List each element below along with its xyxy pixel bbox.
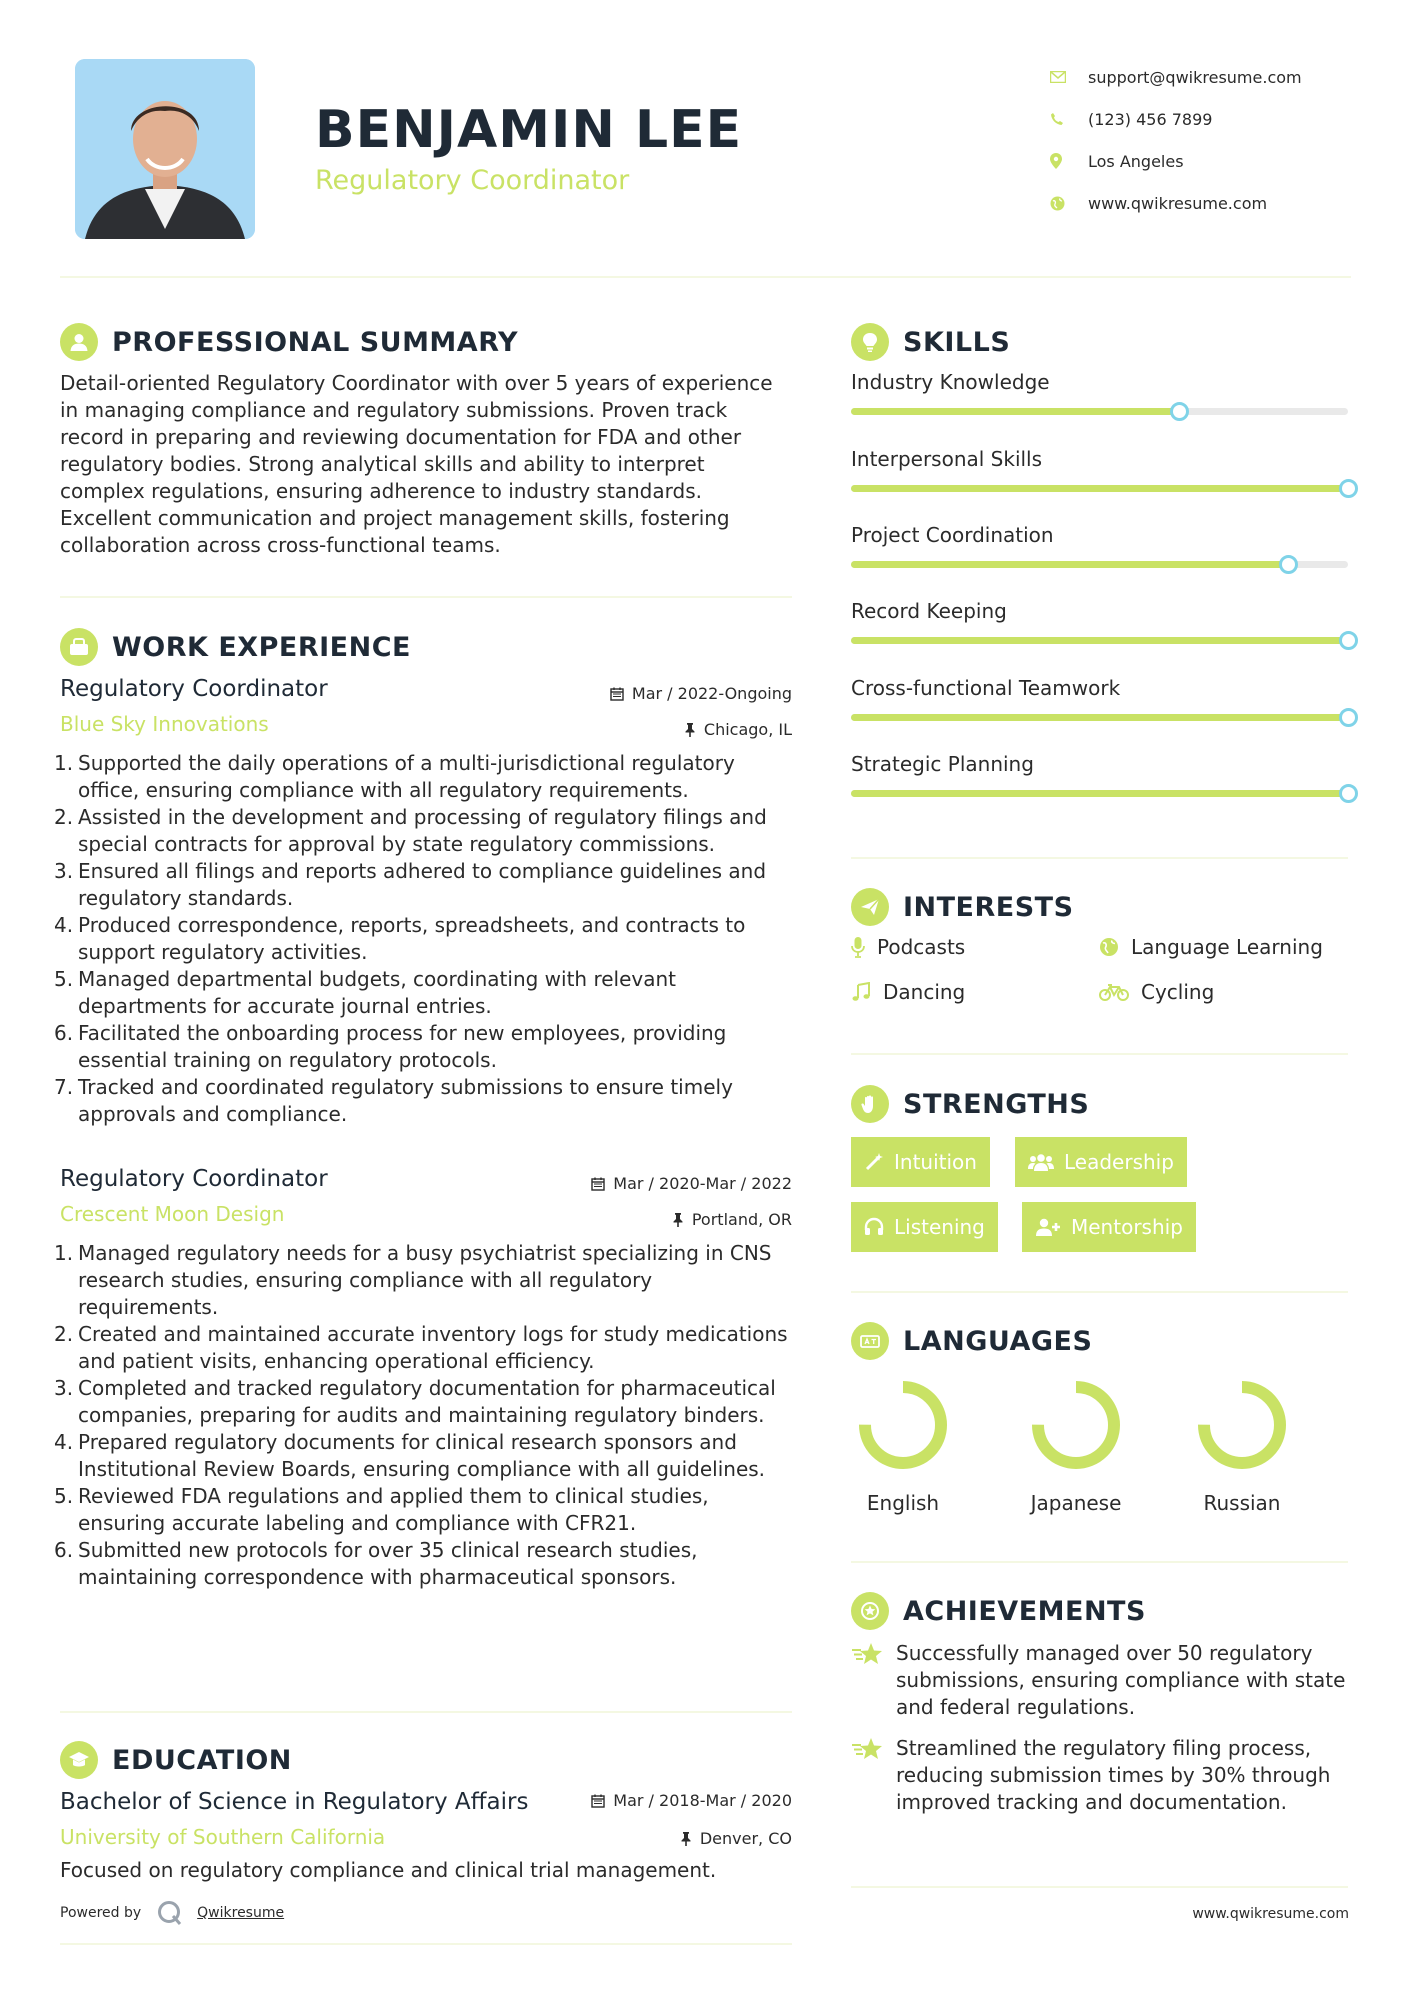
hand-icon — [851, 1085, 889, 1123]
skill-bar — [851, 561, 1348, 568]
interests-title: INTERESTS — [903, 891, 1074, 923]
skills-heading — [851, 323, 1010, 361]
header-divider — [60, 276, 1351, 278]
interests-heading — [851, 888, 1074, 926]
duty-item: 3. Ensured all filings and reports adhered to compliance guidelines and regulatory standards. — [54, 859, 767, 910]
skill-name: Project Coordination — [851, 523, 1054, 547]
job-location-text: Chicago, IL — [703, 720, 792, 739]
duty-item: 5. Managed departmental budgets, coordinating with relevant departments for accurate journal entries. — [54, 967, 677, 1018]
duty-text: Produced correspondence, reports, spreadsheets, and contracts to support regulatory activities. — [78, 913, 746, 964]
duty-text: Assisted in the development and processing of regulatory filings and special contracts for approval by state regulatory commissions. — [78, 805, 767, 856]
briefcase-icon — [60, 628, 98, 666]
language-ring-arc — [1038, 1387, 1114, 1463]
duty-item: 6. Submitted new protocols for over 35 clinical research studies, maintaining correspondence with pharmaceutical sponsors. — [54, 1538, 698, 1589]
job-location-text: Portland, OR — [691, 1210, 792, 1229]
interest-label: Cycling — [1141, 980, 1215, 1004]
bicycle-icon — [1099, 982, 1129, 1002]
duty-text: Tracked and coordinated regulatory submissions to ensure timely approvals and compliance. — [78, 1075, 733, 1126]
skill-knob — [1170, 402, 1189, 421]
language-ring — [1194, 1377, 1290, 1473]
duty-text: Managed departmental budgets, coordinating with relevant departments for accurate journal entries. — [78, 967, 677, 1018]
job-dates-text: Mar / 2022-Ongoing — [631, 684, 792, 703]
strength-label: Leadership — [1064, 1150, 1174, 1174]
duty-item: 2. Assisted in the development and processing of regulatory filings and special contracts for approval by state regulatory commissions. — [54, 805, 767, 856]
achievement-item — [851, 1735, 1351, 1816]
magic-wand-icon — [864, 1152, 884, 1172]
envelope-icon — [1050, 71, 1088, 83]
achievements-heading — [851, 1592, 1146, 1630]
contact-location — [1050, 140, 1390, 182]
skill-fill — [851, 408, 1179, 415]
interests-divider — [851, 1053, 1348, 1055]
skill-knob — [1279, 555, 1298, 574]
users-icon — [1028, 1152, 1054, 1172]
education-entry — [60, 1789, 792, 1884]
languages-divider — [851, 1561, 1348, 1563]
duty-item: 2. Created and maintained accurate inventory logs for study medications and patient visits, enhancing operational efficiency. — [54, 1322, 788, 1373]
interest-item — [851, 980, 965, 1004]
strength-badge — [1022, 1202, 1196, 1252]
job-entry — [54, 1166, 792, 1591]
strengths-heading — [851, 1085, 1089, 1123]
duty-item: 1. Managed regulatory needs for a busy psychiatrist specializing in CNS research studies, ensuring compliance with all regulatory requirements. — [54, 1241, 772, 1319]
job-location — [684, 720, 792, 739]
pushpin-icon — [684, 723, 696, 737]
footer-url[interactable]: www.qwikresume.com — [1192, 1906, 1349, 1922]
duty-text: Reviewed FDA regulations and applied them to clinical studies, ensuring accurate labeling and compliance with CFR21. — [78, 1484, 709, 1535]
language-item — [1177, 1377, 1307, 1515]
calendar-icon — [591, 1794, 605, 1808]
job-location — [672, 1210, 792, 1229]
language-ring — [855, 1377, 951, 1473]
skill-item — [851, 599, 1351, 623]
globe-icon — [1099, 937, 1119, 957]
duty-item: 5. Reviewed FDA regulations and applied them to clinical studies, ensuring accurate labeling and compliance with CFR21. — [54, 1484, 709, 1535]
job-company: Crescent Moon Design — [60, 1202, 285, 1226]
skill-item — [851, 370, 1351, 394]
skill-fill — [851, 561, 1288, 568]
calendar-icon — [610, 687, 624, 701]
duty-text: Prepared regulatory documents for clinical research sponsors and Institutional Review Boards, ensuring compliance with all guidelines. — [78, 1430, 766, 1481]
qwikresume-logo-icon — [157, 1900, 183, 1926]
duty-text: Supported the daily operations of a multi-jurisdictional regulatory office, ensuring compliance with all regulatory requirements. — [78, 751, 735, 802]
star-icon — [851, 1640, 896, 1721]
education-location-text: Denver, CO — [699, 1829, 792, 1848]
language-ring-arc — [865, 1387, 941, 1463]
star-icon — [851, 1735, 896, 1816]
user-plus-icon — [1035, 1217, 1061, 1237]
lightbulb-icon — [851, 323, 889, 361]
contact-location-text: Los Angeles — [1088, 151, 1184, 171]
duty-item: 4. Prepared regulatory documents for clinical research sponsors and Institutional Review Boards, ensuring compliance with all guidelines. — [54, 1430, 766, 1481]
language-icon — [851, 1322, 889, 1360]
skill-bar — [851, 637, 1348, 644]
award-icon — [851, 1592, 889, 1630]
education-description: Focused on regulatory compliance and clinical trial management. — [60, 1858, 717, 1882]
strength-badge — [1015, 1137, 1187, 1187]
job-dates-text: Mar / 2020-Mar / 2022 — [613, 1174, 792, 1193]
candidate-name: BENJAMIN LEE — [315, 100, 743, 160]
skill-name: Strategic Planning — [851, 752, 1034, 776]
interest-item — [1099, 935, 1323, 959]
profile-photo — [75, 59, 255, 239]
experience-title: WORK EXPERIENCE — [112, 631, 411, 663]
skill-name: Industry Knowledge — [851, 370, 1050, 394]
duty-item: 6. Facilitated the onboarding process for new employees, providing essential training on regulatory protocols. — [54, 1021, 727, 1072]
achievements-title: ACHIEVEMENTS — [903, 1595, 1146, 1627]
job-entry — [54, 676, 792, 1128]
job-dates — [610, 684, 792, 703]
degree-name: Bachelor of Science in Regulatory Affairs — [60, 1789, 529, 1815]
achievement-text: Streamlined the regulatory filing process, reducing submission times by 30% through improved tracking and documentation. — [896, 1736, 1331, 1814]
duty-text: Created and maintained accurate inventory logs for study medications and patient visits, enhancing operational efficiency. — [78, 1322, 788, 1373]
languages-heading — [851, 1322, 1092, 1360]
map-pin-icon — [1050, 153, 1088, 169]
experience-heading — [60, 628, 411, 666]
skill-item — [851, 447, 1351, 471]
skill-bar — [851, 485, 1348, 492]
contact-email-text: support@qwikresume.com — [1088, 67, 1302, 87]
language-name: Russian — [1203, 1491, 1281, 1515]
calendar-icon — [591, 1177, 605, 1191]
language-name: Japanese — [1030, 1491, 1122, 1515]
interest-label: Language Learning — [1131, 935, 1323, 959]
powered-by — [60, 1900, 284, 1926]
achievement-text: Successfully managed over 50 regulatory submissions, ensuring compliance with state and federal regulations. — [896, 1641, 1346, 1719]
skill-name: Record Keeping — [851, 599, 1007, 623]
achievement-item — [851, 1640, 1351, 1721]
skill-name: Cross-functional Teamwork — [851, 676, 1121, 700]
contact-phone[interactable] — [1050, 98, 1390, 140]
duty-text: Ensured all filings and reports adhered to compliance guidelines and regulatory standards. — [78, 859, 767, 910]
candidate-title: Regulatory Coordinator — [315, 165, 630, 196]
skill-fill — [851, 714, 1348, 721]
music-icon — [851, 982, 871, 1002]
powered-by-label: Powered by — [60, 1905, 142, 1921]
skills-title: SKILLS — [903, 326, 1011, 358]
skill-knob — [1339, 708, 1358, 727]
graduation-cap-icon — [60, 1741, 98, 1779]
skill-knob — [1339, 784, 1358, 803]
strength-label: Intuition — [894, 1150, 977, 1174]
job-company: Blue Sky Innovations — [60, 712, 269, 736]
experience-divider — [60, 1711, 792, 1713]
job-role: Regulatory Coordinator — [60, 1166, 328, 1192]
paper-plane-icon — [851, 888, 889, 926]
duty-list — [54, 1240, 792, 1591]
interest-item — [1099, 980, 1214, 1004]
school-name: University of Southern California — [60, 1825, 386, 1849]
strength-badge — [851, 1137, 990, 1187]
pushpin-icon — [672, 1213, 684, 1227]
strength-label: Listening — [894, 1215, 985, 1239]
strength-label: Mentorship — [1071, 1215, 1183, 1239]
language-item — [1011, 1377, 1141, 1515]
skill-name: Interpersonal Skills — [851, 447, 1043, 471]
language-item — [838, 1377, 968, 1515]
headphones-icon — [864, 1217, 884, 1237]
user-icon — [60, 323, 98, 361]
microphone-icon — [851, 936, 865, 958]
contact-list — [1050, 56, 1390, 224]
summary-heading — [60, 323, 518, 361]
duty-item: 1. Supported the daily operations of a multi-jurisdictional regulatory office, ensuring compliance with all regulatory requirements. — [54, 751, 735, 802]
contact-phone-text: (123) 456 7899 — [1088, 109, 1213, 129]
duty-text: Completed and tracked regulatory documentation for pharmaceutical companies, preparing for audits and maintaining regulatory binders. — [78, 1376, 776, 1427]
achievements-divider — [851, 1886, 1348, 1888]
duty-text: Facilitated the onboarding process for new employees, providing essential training on regulatory protocols. — [78, 1021, 727, 1072]
languages-title: LANGUAGES — [903, 1325, 1093, 1357]
interest-item — [851, 935, 965, 959]
duty-list — [54, 750, 792, 1128]
summary-divider — [60, 596, 792, 598]
skills-divider — [851, 857, 1348, 859]
job-role: Regulatory Coordinator — [60, 676, 328, 702]
skill-item — [851, 676, 1351, 700]
skill-item — [851, 523, 1351, 547]
skill-bar — [851, 714, 1348, 721]
language-ring-arc — [1204, 1387, 1280, 1463]
duty-text: Managed regulatory needs for a busy psychiatrist specializing in CNS research studies, ensuring compliance with all regulatory requirements. — [78, 1241, 772, 1319]
skill-fill — [851, 790, 1348, 797]
skill-bar — [851, 408, 1348, 415]
skill-item — [851, 752, 1351, 776]
duty-text: Submitted new protocols for over 35 clinical research studies, maintaining correspondence with pharmaceutical sponsors. — [78, 1538, 698, 1589]
contact-website[interactable] — [1050, 182, 1390, 224]
brand-link[interactable]: Qwikresume — [197, 1905, 285, 1921]
interest-label: Podcasts — [877, 935, 966, 959]
summary-title: PROFESSIONAL SUMMARY — [112, 326, 519, 358]
footer-divider — [60, 1943, 792, 1945]
phone-icon — [1050, 112, 1088, 126]
skill-knob — [1339, 631, 1358, 650]
duty-item: 7. Tracked and coordinated regulatory submissions to ensure timely approvals and compliance. — [54, 1075, 733, 1126]
contact-email[interactable] — [1050, 56, 1390, 98]
education-dates-text: Mar / 2018-Mar / 2020 — [613, 1791, 792, 1810]
language-ring — [1028, 1377, 1124, 1473]
language-name: English — [866, 1491, 940, 1515]
summary-text: Detail-oriented Regulatory Coordinator with over 5 years of experience in managing compliance and regulatory submissions. Proven track record in preparing and reviewing documentation for FDA and other regulatory bodies. Strong analytical skills and ability to interpret complex regulations, ensuring adherence to industry standards. Excellent communication and project management skills, fostering collaboration across cross-functional teams. — [60, 371, 773, 557]
education-location — [680, 1829, 792, 1848]
education-heading — [60, 1741, 292, 1779]
pushpin-icon — [680, 1832, 692, 1846]
skill-knob — [1339, 479, 1358, 498]
education-title: EDUCATION — [112, 1744, 292, 1776]
globe-icon — [1050, 196, 1088, 211]
strength-badge — [851, 1202, 998, 1252]
duty-item: 3. Completed and tracked regulatory documentation for pharmaceutical companies, preparing for audits and maintaining regulatory binders. — [54, 1376, 776, 1427]
skill-fill — [851, 637, 1348, 644]
strengths-title: STRENGTHS — [903, 1088, 1090, 1120]
duty-item: 4. Produced correspondence, reports, spreadsheets, and contracts to support regulatory activities. — [54, 913, 746, 964]
job-dates — [591, 1174, 792, 1193]
interest-label: Dancing — [883, 980, 966, 1004]
skill-fill — [851, 485, 1348, 492]
strengths-divider — [851, 1291, 1348, 1293]
education-dates — [591, 1791, 792, 1810]
contact-website-text: www.qwikresume.com — [1088, 193, 1268, 213]
skill-bar — [851, 790, 1348, 797]
